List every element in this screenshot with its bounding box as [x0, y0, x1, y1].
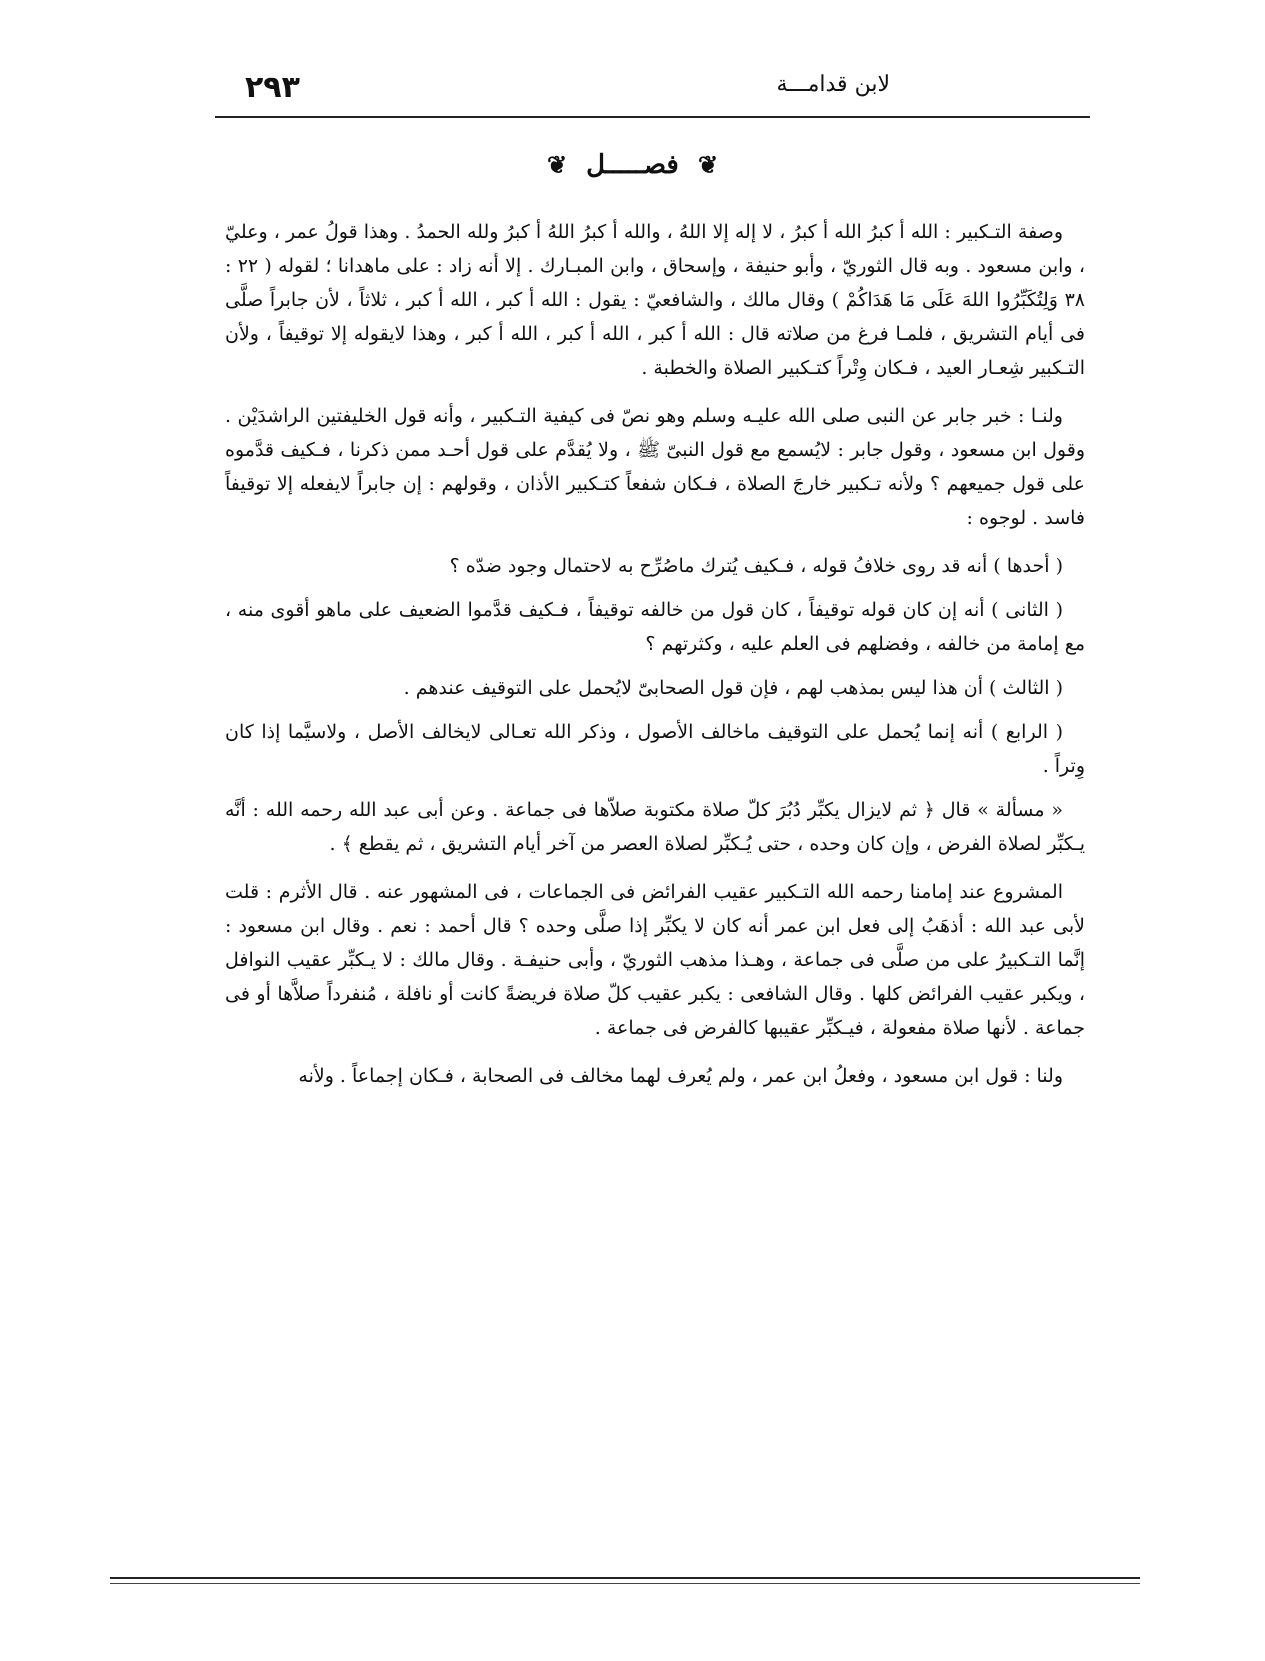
reason-item: ( أحدها ) أنه قد روى خلافُ قوله ، فـكيف يُترك ماصُرِّح به لاحتمال وجود ضدّه ؟ [449, 555, 1063, 577]
ornament-icon: ❦ [546, 150, 568, 179]
footer-rule [110, 1577, 1140, 1579]
paragraph: وصفة التـكبير : الله أ كبرُ الله أ كبرُ ، لا إله إلا اللهُ ، والله أ كبرُ اللهُ أ كبرُ ولله الحمدُ . وهذا قولُ عمر ، وعليّ ، وابن مسعود . وبه قال الثوريّ ، وأبو حنيفة ، وإسحاق ، وابن المبـارك . إلا أنه زاد : على ماهدانا ؛ لقوله ( ٢٢ : ٣٨ وَلِتُكَبِّرُوا اللهَ عَلَى مَا هَدَاكُمْ ) وقال مالك ، والشافعيّ : يقول : الله أ كبر ، الله أ كبر ، ثلاثاً ، لأن جابراً صلَّى فى أيام التشريق ، فلمـا فرغ من صلاته قال : الله أ كبر ، الله أ كبر ، الله أ كبر ، وهذا لايقوله إلا توقيفاً ، ولأن التـكبير شِعـار العيد ، فـكان وِتْراً كتـكبير الصلاة والخطبة . [225, 221, 1085, 379]
page-number: ٢٩٣ [245, 70, 300, 105]
section-heading [0, 150, 1265, 180]
paragraph: المشروع عند إمامنا رحمه الله التـكبير عقيب الفرائض فى الجماعات ، فى المشهور عنه . قال الأثرم : قلت لأبى عبد الله : أذهَبُ إلى فعل ابن عمر أنه كان لا يكبِّر إذا صلَّى وحده ؟ قال أحمد : نعم . وقال ابن مسعود : إنَّما التـكبيرُ على من صلَّى فى جماعة ، وهـذا مذهب الثوريّ ، وأبى حنيفـة . وقال مالك : لا يـكبِّر عقيب النوافل ، ويكبر عقيب الفرائض كلها . وقال الشافعى : يكبر عقيب كلّ صلاة فريضةً كانت أو نافلة ، مُنفرداً صلاَّها أو فى جماعة . لأنها صلاة مفعولة ، فيـكبِّر عقيبها كالفرض فى جماعة . [225, 881, 1085, 1039]
running-title: لابن قدامـــة [776, 72, 890, 97]
reason-item: ( الرابع ) أنه إنما يُحمل على التوقيف ماخالف الأصول ، وذكر الله تعـالى لايخالف الأصل ، ولاسيَّما إذا كان وِتراً . [225, 721, 1085, 777]
reason-item: ( الثانى ) أنه إن كان قوله توقيفاً ، كان قول من خالفه توقيفاً ، فـكيف قدَّموا الضعيف على ماهو أقوى منه ، مع إمامة من خالفه ، وفضلهم فى العلم عليه ، وكثرتهم ؟ [225, 599, 1085, 655]
paragraph: ولنا : قول ابن مسعود ، وفعلُ ابن عمر ، ولم يُعرف لهما مخالف فى الصحابة ، فـكان إجماعاً . ولأنه [298, 1065, 1063, 1087]
masala-paragraph: « مسألة » قال ﴿ ثم لايزال يكبِّر دُبُرَ كلّ صلاة مكتوبة صلاّها فى جماعة . وعن أبى عبد الله رحمه الله : أنَّه يـكبِّر لصلاة الفرض ، وإن كان وحده ، حتى يُـكبِّر لصلاة العصر من آخر أيام التشريق ، ثم يقطع ﴾ . [225, 799, 1085, 855]
section-title: فصـــــل [586, 150, 679, 180]
reason-item: ( الثالث ) أن هذا ليس بمذهب لهم ، فإن قول الصحابىّ لايُحمل على التوقيف عندهم . [403, 677, 1063, 699]
ornament-icon: ❦ [697, 150, 719, 179]
page-header [215, 66, 1085, 110]
body-text [225, 215, 1085, 1107]
header-rule [215, 116, 1090, 118]
footer-rule [110, 1583, 1140, 1584]
paragraph: ولنـا : خبر جابر عن النبى صلى الله عليـه وسلم وهو نصّ فى كيفية التـكبير ، وأنه قول الخليفتين الراشدَيْن . وقول ابن مسعود ، وقول جابر : لايُسمع مع قول النبىّ ﷺ ، ولا يُقدَّم على قول أحـد ممن ذكرنا ، فـكيف قدَّموه على قول جميعهم ؟ ولأنه تـكبير خارجَ الصلاة ، فـكان شفعاً كتـكبير الأذان ، وقولهم : إن جابراً لايفعله إلا توقيفاً فاسد . لوجوه : [225, 405, 1085, 529]
